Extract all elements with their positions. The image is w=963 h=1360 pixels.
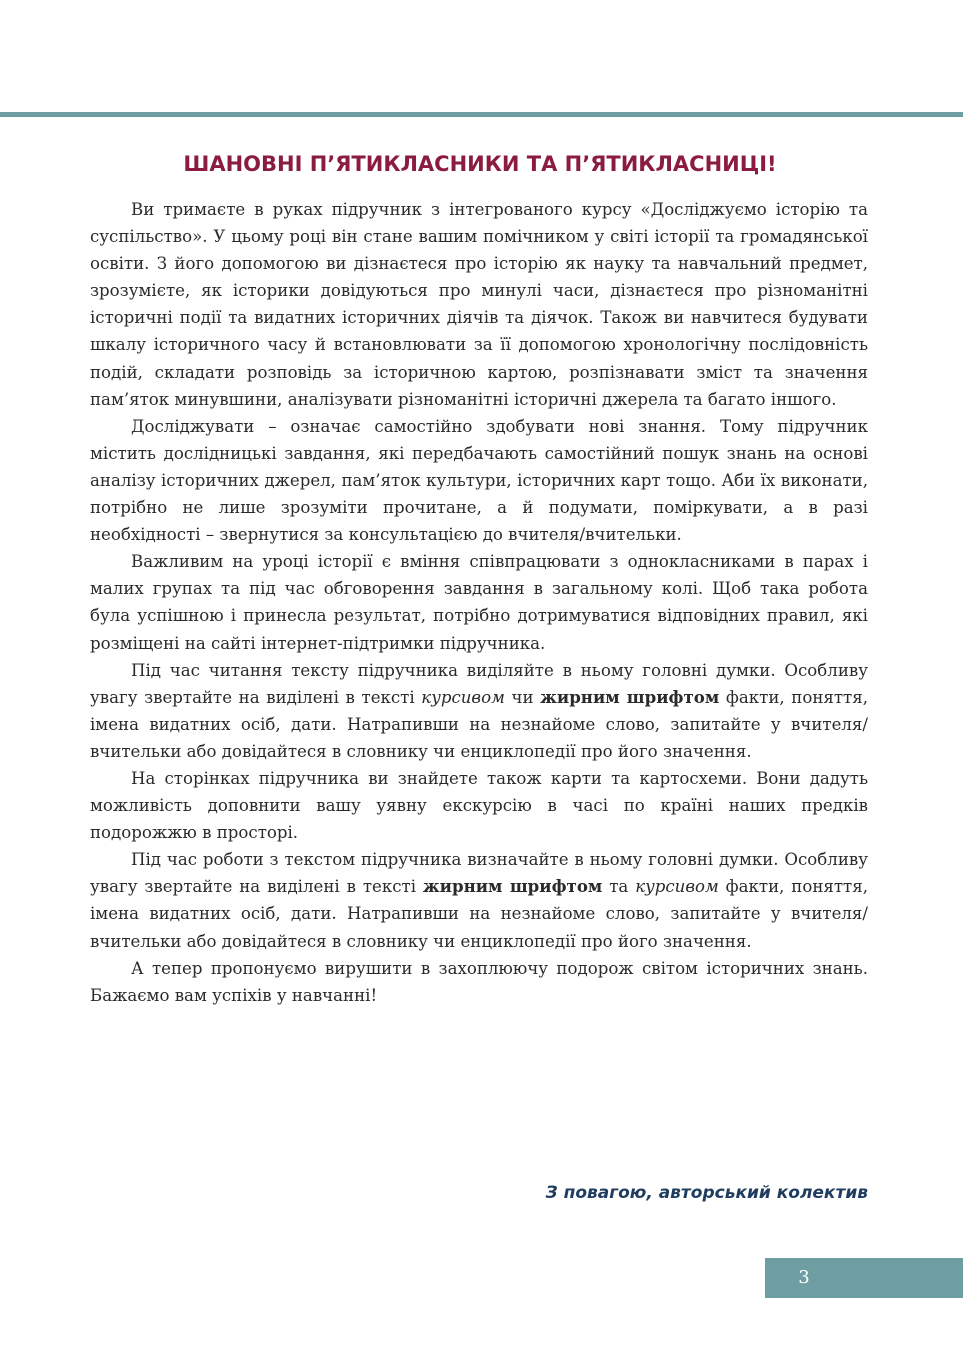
- text-run: чи: [504, 687, 541, 707]
- italic-term: курсивом: [421, 687, 505, 707]
- top-divider-rule: [0, 112, 963, 117]
- signature: З повагою, авторський колектив: [545, 1183, 868, 1203]
- paragraph-reading-tips: [90, 657, 868, 765]
- paragraph-closing: А тепер пропонуємо вирушити в захоплюючу подорож світом історичних знань. Бажаємо вам успіхів у навчанні!: [90, 958, 868, 1005]
- text-run: факти, поняття, імена видатних осіб, дати. Натрапивши на незнайоме слово, запитайте у вчителя/вчительки або довідайтеся в словнику чи енциклопедії про його значення.: [90, 687, 868, 761]
- text-run: Під час читання тексту підручника виділяйте в ньому головні думки. Особливу увагу звертайте на виділені в тексті: [90, 660, 868, 707]
- text-run: факти, поняття, імена видатних осіб, дати. Натрапивши на незнайоме слово, запитайте у вчителя/вчительки або довідайтеся в словнику чи енциклопедії про його значення.: [90, 877, 868, 951]
- italic-term: курсивом: [635, 877, 719, 897]
- page-title: ШАНОВНІ П’ЯТИКЛАСНИКИ ТА П’ЯТИКЛАСНИЦІ!: [183, 152, 777, 176]
- bold-term: жирним шрифтом: [540, 686, 720, 707]
- letter-body: [90, 196, 868, 1009]
- paragraph-maps: На сторінках підручника ви знайдете також карти та картосхеми. Вони дадуть можливість доповнити вашу уявну екскурсію в часі по країні наших предків подорожжю в просторі.: [90, 768, 868, 843]
- paragraph-text-work: [90, 846, 868, 954]
- bold-term: жирним шрифтом: [422, 876, 603, 897]
- page-number-tab: [765, 1258, 963, 1298]
- paragraph-teamwork: Важливим на уроці історії є вміння співпрацювати з однокласниками в парах і малих групах та під час обговорення завдання в загальному колі. Щоб така робота була успішною і принесла результат, потрібно дотримуватися відповідних правил, які розміщені на сайті інтернет-підтримки підручника.: [90, 552, 868, 653]
- paragraph-intro: Ви тримаєте в руках підручник з інтегрованого курсу «Досліджуємо історію та суспільство». У цьому році він стане вашим помічником у світі історії та громадянської освіти. З його допомогою ви дізнаєтеся про історію як науку та навчальний предмет, зрозумієте, як історики довідуються про минулі часи, дізнаєтеся про різноманітні історичні події та видатних історичних діячів та діячок. Також ви навчитеся будувати шкалу історичного часу й встановлювати за її допомогою хронологічну послідовність подій, складати розповідь за історичною картою, розпізнавати зміст та значення пам’яток минувшини, аналізувати різноманітні історичні джерела та багато іншого.: [90, 200, 868, 409]
- text-run: та: [602, 877, 636, 897]
- text-run: Під час роботи з текстом підручника визначайте в ньому головні думки. Особливу увагу звертайте на виділені в тексті: [90, 850, 868, 897]
- paragraph-research: Досліджувати – означає самостійно здобувати нові знання. Тому підручник містить дослідницькі завдання, які передбачають самостійний пошук знань на основі аналізу історичних джерел, пам’яток культури, історичних карт тощо. Аби їх виконати, потрібно не лише зрозуміти прочитане, а й подумати, поміркувати, а в разі необхідності – звернутися за консультацією до вчителя/вчительки.: [90, 416, 868, 545]
- page-number: 3: [798, 1267, 810, 1288]
